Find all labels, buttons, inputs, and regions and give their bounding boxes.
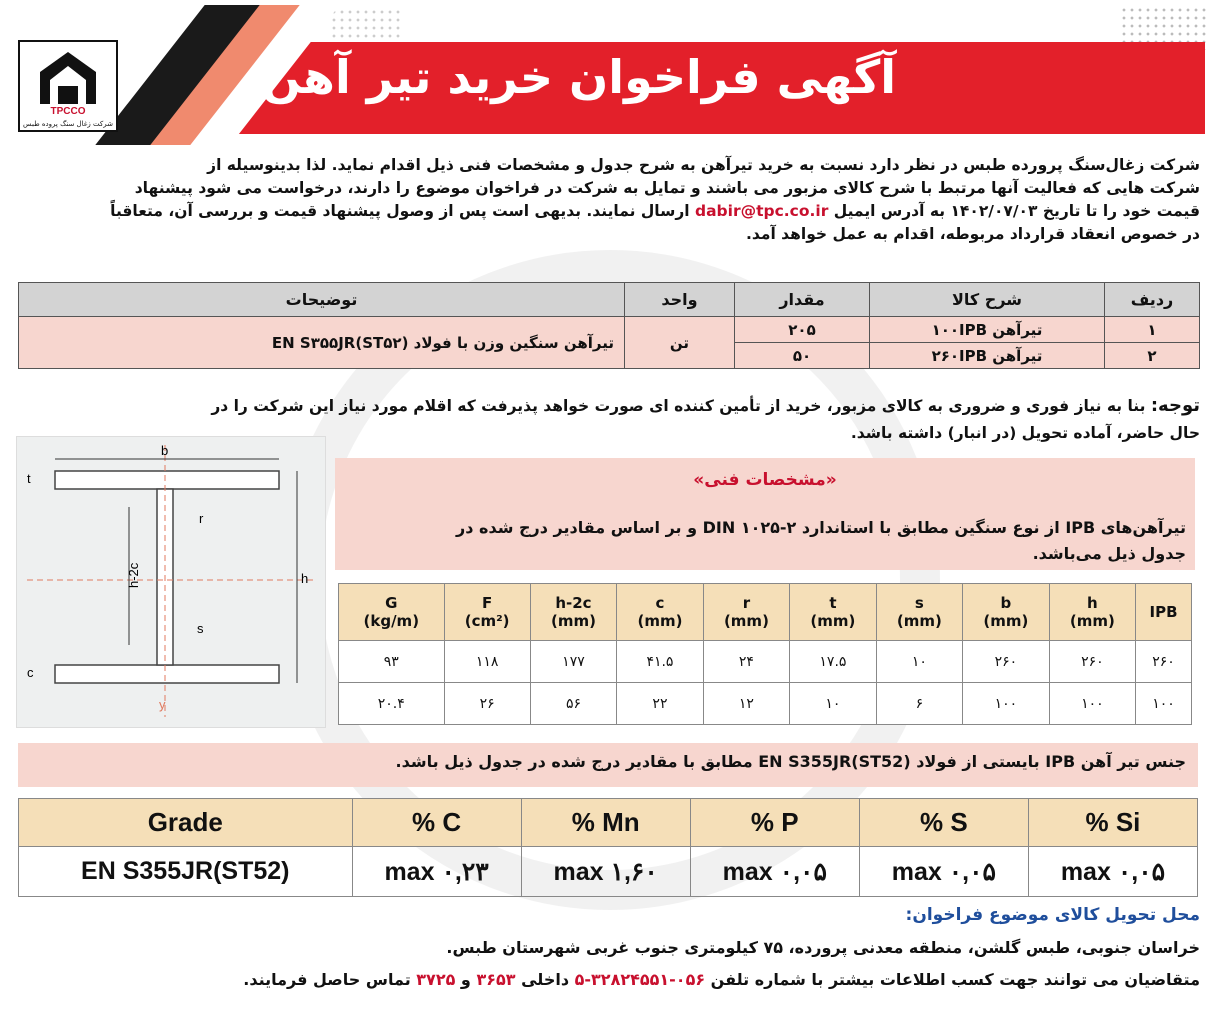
extension-number: ۳۷۲۵	[416, 970, 456, 989]
svg-text:h: h	[301, 571, 309, 586]
grade-table	[18, 798, 1198, 897]
header-notes: توضیحات	[19, 283, 625, 317]
grade-header: Si %	[1028, 799, 1197, 847]
grade-header: S %	[859, 799, 1028, 847]
delivery-address: خراسان جنوبی، طبس گلشن، منطقه معدنی پرورده، ۷۵ کیلومتری جنوب غربی شهرستان طبس.	[446, 938, 1200, 957]
row-number: ۱	[1105, 317, 1200, 343]
material-note: جنس تیر آهن IPB بایستی از فولاد (ST52)EN S355JR مطابق با مقادیر درج شده در جدول ذیل باشد.	[395, 752, 1186, 771]
dims-header: t (mm)	[790, 584, 876, 641]
intro-paragraph	[16, 154, 1200, 246]
svg-text:s: s	[197, 621, 204, 636]
notice-paragraph: توجه: بنا به نیاز فوری و ضروری به کالای مزبور، خرید از تأمین کننده ای صورت خواهد پذیرفت که اقلام مورد نیاز این شرکت را در حال حاضر، آماده تحویل (در انبار) داشته باشد.	[211, 395, 1200, 442]
dimensions-table	[338, 583, 1192, 725]
header	[0, 0, 1216, 150]
logo-emblem-icon	[20, 42, 116, 130]
svg-text:b: b	[161, 443, 169, 458]
notice-label: توجه:	[1150, 395, 1200, 416]
spec-title: «مشخصات فنی»	[693, 470, 837, 490]
svg-text:t: t	[27, 471, 31, 486]
svg-text:r: r	[199, 511, 204, 526]
header-item-desc: شرح کالا	[870, 283, 1105, 317]
row-number: ۲	[1105, 343, 1200, 369]
table-header-row	[19, 283, 1200, 317]
spec-text: تیرآهن‌های IPB از نوع سنگین مطابق با استاندارد ۲-۱۰۲۵ DIN و بر اساس مقادیر درج شده در جدول ذیل می‌باشد.	[456, 518, 1186, 563]
item-unit: تن	[625, 317, 735, 369]
page-title: آگهی فراخوان خرید تیر آهن	[261, 50, 896, 104]
dims-header: G (kg/m)	[339, 584, 445, 641]
item-notes: تیرآهن سنگین وزن با فولاد (ST۵۲)EN S۳۵۵JR	[19, 317, 625, 369]
grade-header: P %	[690, 799, 859, 847]
email-link[interactable]: dabir@tpc.co.ir	[694, 202, 829, 220]
table-row: ۱۰۰ ۱۰۰ ۱۰۰ ۶ ۱۰ ۱۲ ۲۲ ۵۶ ۲۶ ۲۰.۴	[339, 683, 1192, 725]
contact-line: متقاضیان می توانند جهت کسب اطلاعات بیشتر با شماره تلفن ۰۵۶-۳۲۸۲۴۵۵۱-۵ داخلی ۳۶۵۳ و ۳۷۲۵ تماس حاصل فرمایند.	[243, 970, 1200, 989]
grade-header: C %	[352, 799, 521, 847]
svg-text:c: c	[27, 665, 34, 680]
intro-line: شرکت هایی که فعالیت آنها مرتبط با شرح کالای مزبور می باشند و تمایل به شرکت در فراخوان موضوع را دارند، درخواست می شود پیشنهاد	[134, 179, 1200, 197]
ipb-cross-section-icon	[17, 437, 325, 727]
extension-number: ۳۶۵۳	[476, 970, 516, 989]
intro-line: قیمت خود را تا تاریخ ۱۴۰۲/۰۷/۰۳ به آدرس ایمیل dabir@tpc.co.ir ارسال نمایند. بدیهی است پس از وصول پیشنهاد قیمت و بررسی آن، متعاقباً	[110, 202, 1200, 220]
phone-number[interactable]: ۰۵۶-۳۲۸۲۴۵۵۱-۵	[574, 970, 706, 989]
svg-text:y: y	[159, 697, 166, 712]
item-desc: تیرآهن ۱۰۰IPB	[870, 317, 1105, 343]
table-header-row	[339, 584, 1192, 641]
item-qty: ۵۰	[735, 343, 870, 369]
dims-header: h (mm)	[1049, 584, 1135, 641]
dims-header: IPB	[1136, 584, 1192, 641]
table-header-row	[19, 799, 1198, 847]
items-table	[18, 282, 1200, 369]
table-row: ۲۶۰ ۲۶۰ ۲۶۰ ۱۰ ۱۷.۵ ۲۴ ۴۱.۵ ۱۷۷ ۱۱۸ ۹۳	[339, 641, 1192, 683]
svg-text:شرکت زغال سنگ پروده طبس: شرکت زغال سنگ پروده طبس	[23, 120, 113, 128]
header-quantity: مقدار	[735, 283, 870, 317]
dims-header: b (mm)	[963, 584, 1049, 641]
svg-text:TPCCO: TPCCO	[50, 106, 86, 117]
table-row	[19, 317, 1200, 343]
delivery-heading: محل تحویل کالای موضوع فراخوان:	[905, 905, 1200, 925]
intro-line: شرکت زغال‌سنگ پرورده طبس در نظر دارد نسبت به خرید تیرآهن به شرح جدول و مشخصات فنی ذیل اقدام نماید. لذا بدینوسیله از	[207, 156, 1200, 174]
header-row-number: ردیف	[1105, 283, 1200, 317]
dims-header: c (mm)	[617, 584, 703, 641]
dims-header: h-2c (mm)	[530, 584, 616, 641]
company-logo	[18, 40, 118, 132]
table-row: ۰,۰۵ max ۰,۰۵ max ۰,۰۵ max ۱,۶۰ max ۰,۲۳ max (ST52)EN S355JR	[19, 847, 1198, 897]
grade-header: Grade	[19, 799, 353, 847]
intro-line: در خصوص انعقاد قرارداد مربوطه، اقدام به عمل خواهد آمد.	[746, 225, 1200, 243]
dims-header: s (mm)	[876, 584, 962, 641]
ipb-profile-figure	[16, 436, 326, 728]
dims-header: r (mm)	[703, 584, 789, 641]
dims-header: F (cm²)	[444, 584, 530, 641]
item-qty: ۲۰۵	[735, 317, 870, 343]
header-unit: واحد	[625, 283, 735, 317]
grade-header: Mn %	[521, 799, 690, 847]
item-desc: تیرآهن ۲۶۰IPB	[870, 343, 1105, 369]
svg-text:h-2c: h-2c	[126, 562, 141, 588]
